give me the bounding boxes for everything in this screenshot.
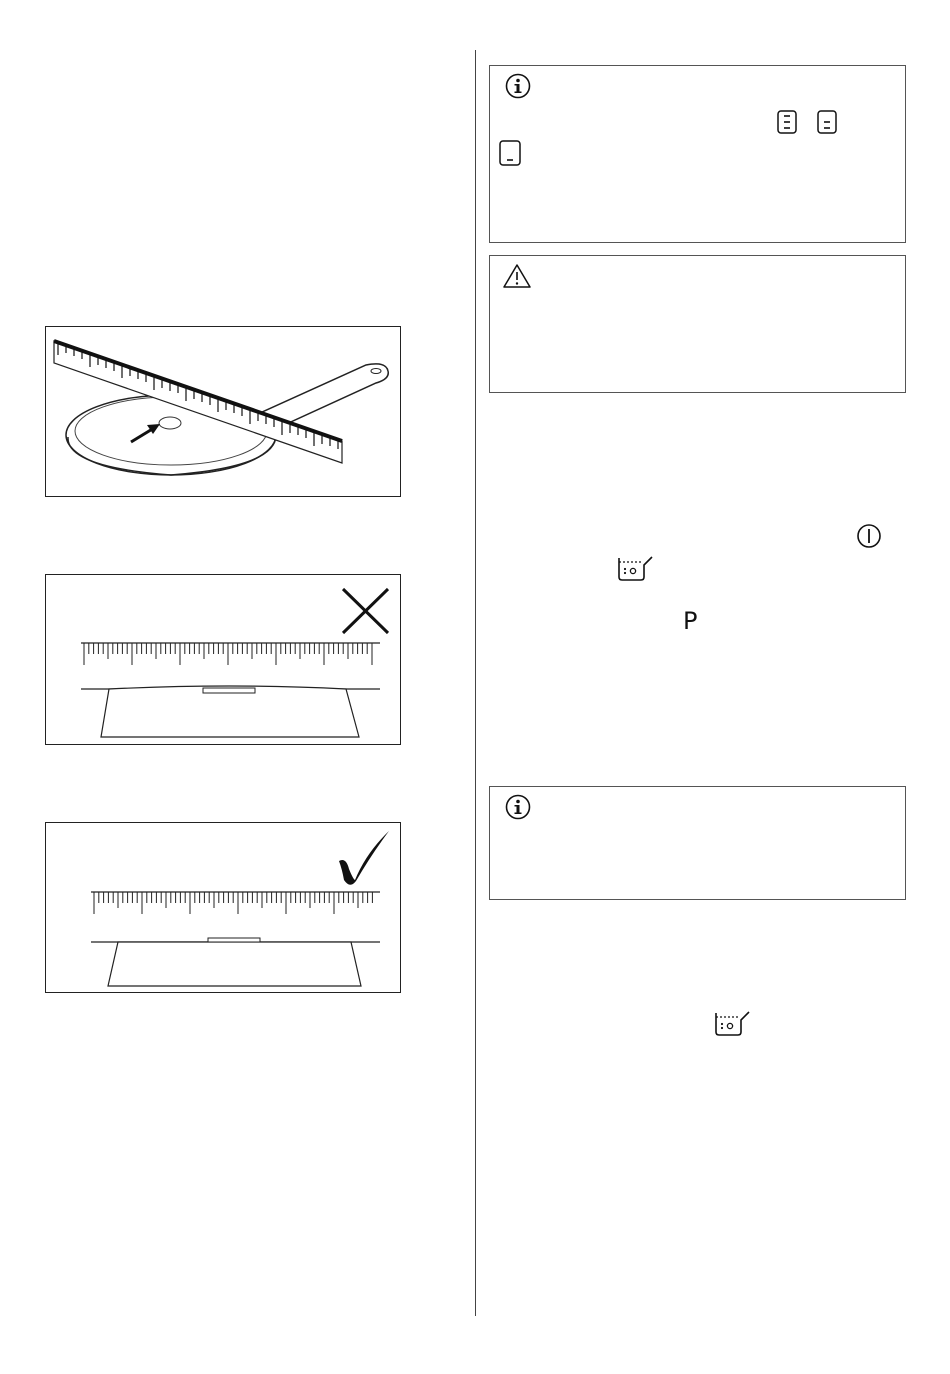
info-icon	[504, 72, 532, 100]
program-indicator: P	[683, 607, 698, 635]
power-icon	[855, 522, 883, 550]
cross-mark-icon	[343, 589, 388, 633]
info-note-box-2	[489, 786, 906, 900]
pot-level-icon	[614, 553, 660, 583]
warning-note-box	[489, 255, 906, 393]
display-segment-icon	[816, 109, 838, 135]
figure-ruler-on-pan	[45, 326, 401, 497]
column-divider	[475, 50, 476, 1316]
check-mark-icon	[339, 831, 389, 885]
info-note-box	[489, 65, 906, 243]
display-segment-icon	[776, 109, 798, 135]
figure-correct-base	[45, 822, 401, 993]
warning-icon	[502, 262, 532, 290]
figure-incorrect-base	[45, 574, 401, 745]
pot-level-icon	[711, 1008, 757, 1038]
info-icon	[504, 793, 532, 821]
display-segment-icon	[498, 139, 522, 167]
